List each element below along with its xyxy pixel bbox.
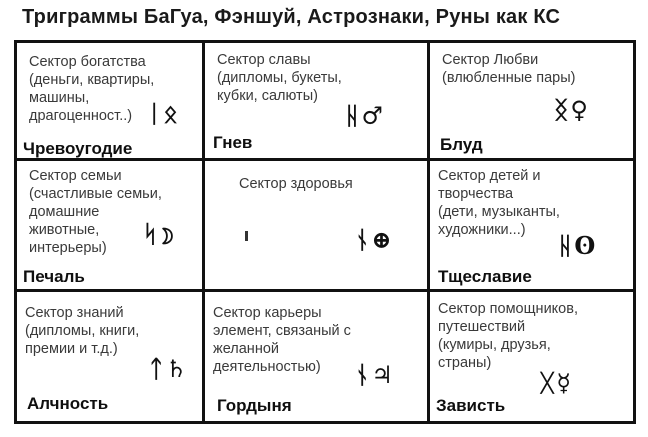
page-title: Триграммы БаГуа, Фэншуй, Астрознаки, Руны как КС [22,6,561,28]
rune-symbols: ᚺʘ [558,231,598,260]
sector-helpers [430,292,636,424]
sin-label: Гнев [213,133,253,152]
sector-health [205,161,427,289]
sector-description: Сектор семьи (счастливые семьи, домашние животные, интерьеры) [29,168,162,256]
sin-label: Блуд [440,135,483,154]
sector-description: Сектор богатства (деньги, квартиры, машины, драгоценност..) [29,54,155,124]
mark [245,231,248,241]
sector-love [430,43,636,158]
sector-fame [205,43,427,158]
sin-label: Зависть [436,396,506,415]
sector-description: Сектор знаний (дипломы, книги, премии и т.д.) [25,305,140,357]
rune-symbols: ᚷ☿ [540,368,574,397]
sin-label: Печаль [23,267,85,286]
rune-symbols: ᚾ⊕ [355,225,394,254]
sector-description: Сектор славы (дипломы, букеты, кубки, салюты) [217,52,342,104]
sector-description: Сектор здоровья [239,176,353,192]
sin-label: Тщеславие [438,267,532,286]
sector-children [430,161,636,289]
sector-description: Сектор детей и творчества (дети, музыканты, художники...) [438,168,560,238]
rune-symbols: ᚾ♃ [355,360,395,389]
sector-wealth [17,43,202,158]
sin-label: Гордыня [217,396,292,415]
rune-symbols: ᛏ♄ [149,354,189,383]
sector-description: Сектор Любви (влюбленные пары) [442,52,576,86]
rune-symbols: ᛝ♀ [554,95,590,124]
rune-symbols: ᛋ☽ [143,219,176,248]
bagua-grid [14,40,636,424]
sin-label: Чревоугодие [23,139,133,158]
sector-knowledge [17,292,202,424]
sector-family [17,161,202,289]
sector-description: Сектор карьеры элемент, связаный с желанной деятельностью) [213,305,351,375]
sin-label: Алчность [27,394,109,413]
sector-career [205,292,427,424]
rune-symbols: ᚺ♂ [345,101,385,130]
sector-description: Сектор помощников, путешествий (кумиры, друзья, страны) [438,301,578,371]
rune-symbols: ᛁᛟ [147,99,180,128]
